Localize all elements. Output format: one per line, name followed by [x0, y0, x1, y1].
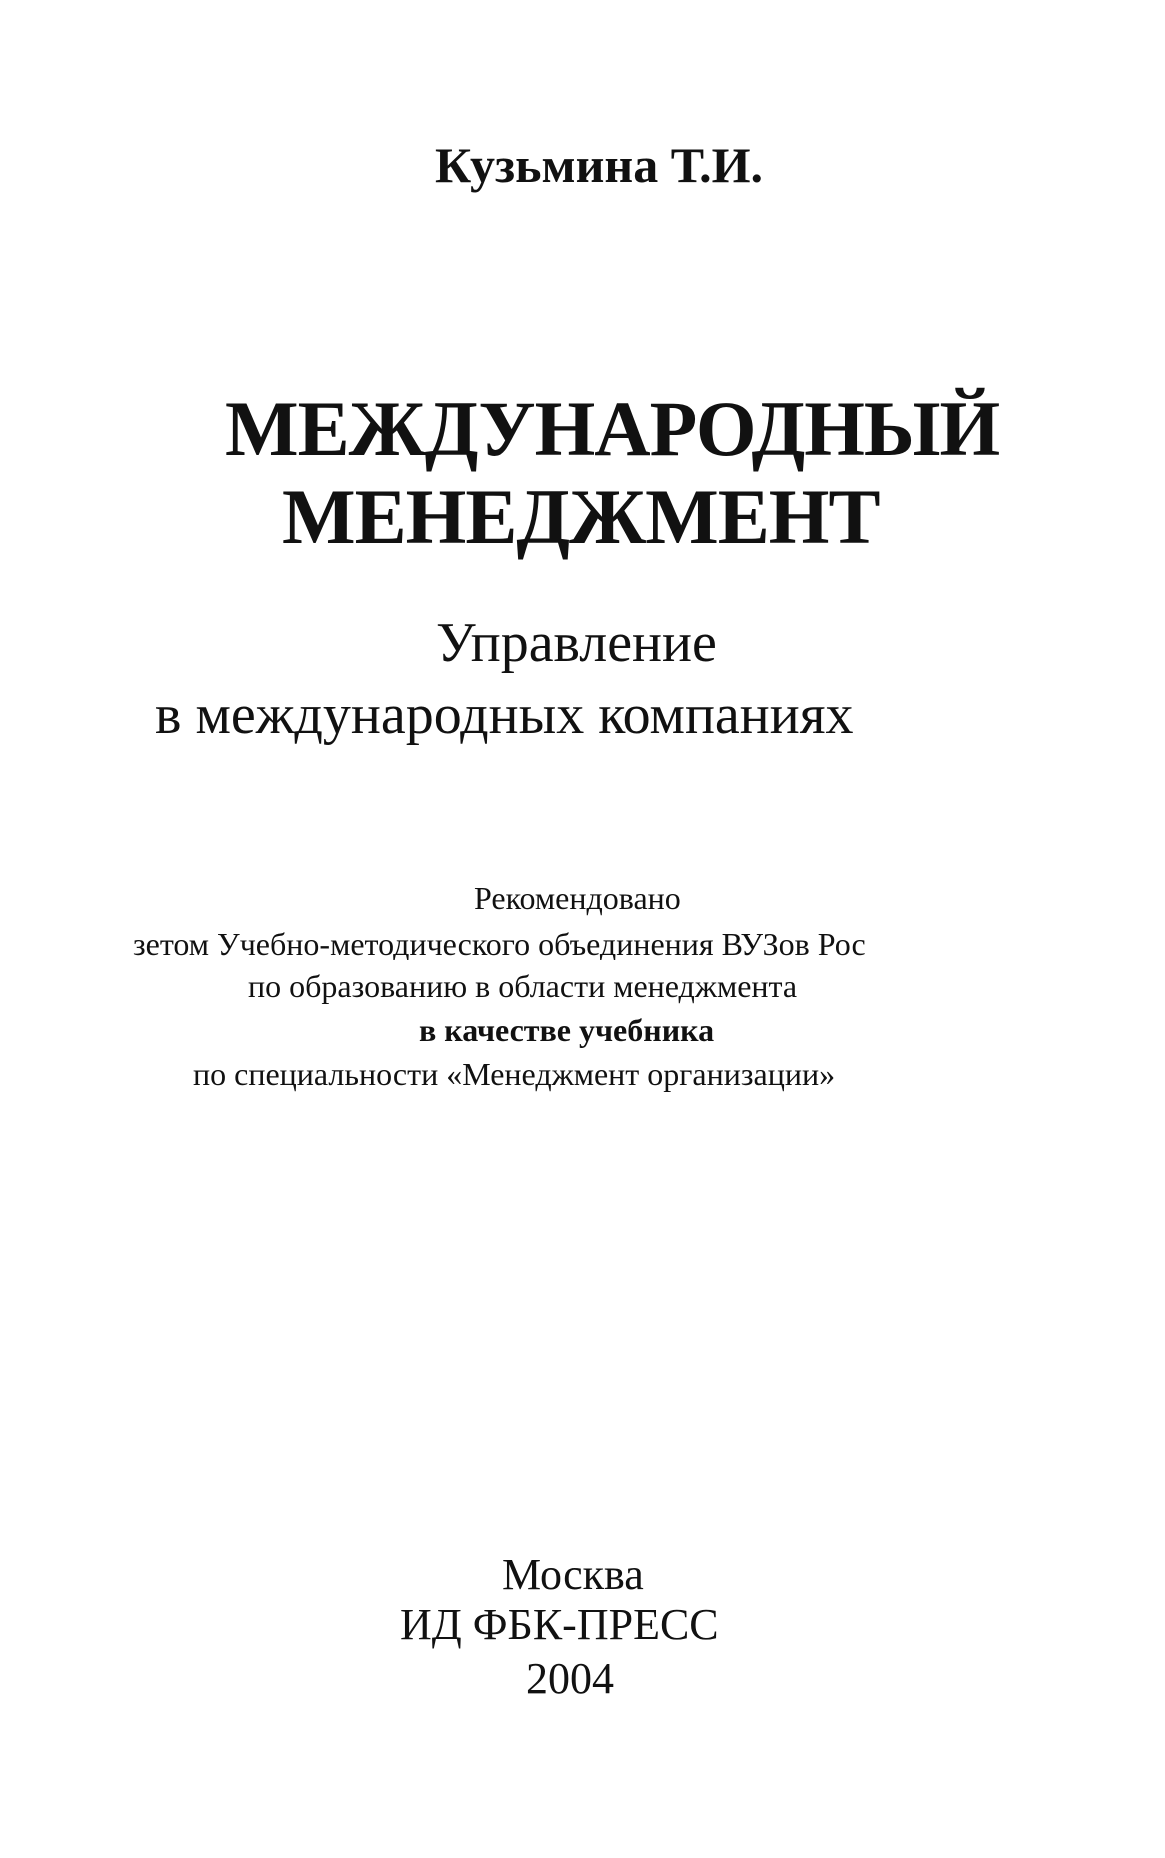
book-subtitle-line-2: в международных компаниях: [155, 684, 854, 746]
book-title-line-1: МЕЖДУНАРОДНЫЙ: [225, 385, 1000, 472]
recommendation-line-4: в качестве учебника: [419, 1012, 715, 1048]
imprint-year: 2004: [526, 1654, 614, 1703]
recommendation-line-1: Рекомендовано: [474, 880, 681, 916]
book-title-line-2: МЕНЕДЖМЕНТ: [282, 473, 880, 560]
imprint-publisher: ИД ФБК-ПРЕСС: [400, 1600, 719, 1649]
recommendation-line-2: зетом Учебно-методического объединения ВУЗов Рос: [133, 928, 866, 960]
imprint-city: Москва: [502, 1550, 644, 1599]
author-name: Кузьмина Т.И.: [435, 137, 763, 193]
book-subtitle-line-1: Управление: [436, 612, 717, 674]
recommendation-line-3: по образованию в области менеджмента: [248, 968, 798, 1004]
recommendation-line-5: по специальности «Менеджмент организации»: [193, 1056, 836, 1092]
